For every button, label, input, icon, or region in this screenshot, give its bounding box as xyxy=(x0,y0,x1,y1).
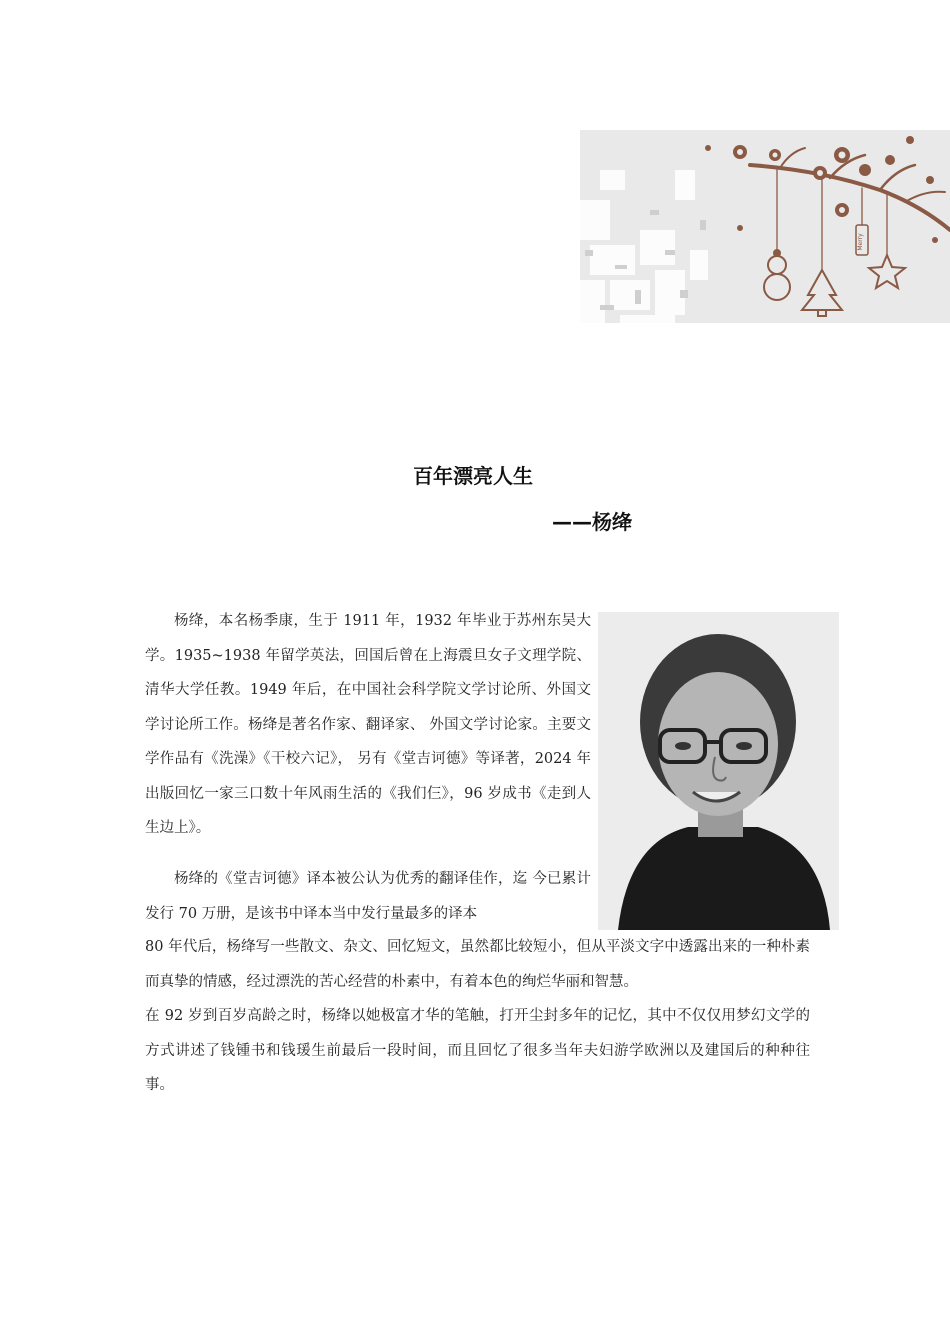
author-byline: ——杨绛 xyxy=(552,510,632,534)
christmas-banner-image xyxy=(580,130,950,323)
page-title: 百年漂亮人生 xyxy=(413,464,533,488)
portrait-photo xyxy=(598,612,839,930)
ornament-tag-text: Merry xyxy=(857,233,864,251)
body-paragraph-biography: 杨绛，本名杨季康，生于 1911 年，1932 年毕业于苏州东吴大学。1935~1938 年留学英法，回国后曾在上海震旦女子文理学院、清华大学任教。1949 年后，在中国社会科学院文学讨论所、外国文学讨论所工作。杨绛是著名作家、翻译家、 外国文学讨论家。主要文学作品有《洗澡》《干校六记》， 另有《堂吉诃德》等译著，2024 年出版回忆一家三口数十年风雨生活的《我们仨》，96 岁成书《走到人生边上》。 xyxy=(145,613,591,836)
body-paragraph-late-works: 在 92 岁到百岁高龄之时，杨绛以她极富才华的笔触，打开尘封多年的记忆，其中不仅仅用梦幻文学的方式讲述了钱锺书和钱瑗生前最后一段时间，而且回忆了很多当年夫妇游学欧洲以及建国后的种种往事。 xyxy=(145,1008,810,1093)
body-paragraph-essays: 80 年代后，杨绛写一些散文、杂文、回忆短文，虽然都比较短小，但从平淡文字中透露出来的一种朴素而真挚的情感，经过漂洗的苦心经营的朴素中，有着本色的绚烂华丽和智慧。 xyxy=(145,939,810,990)
christmas-branch-ornaments-icon xyxy=(580,130,950,323)
body-paragraph-translation: 杨绛的《堂吉诃德》译本被公认为优秀的翻译佳作，迄 今已累计发行 70 万册，是该书中译本当中发行量最多的译本 xyxy=(145,871,591,922)
portrait-photo-icon xyxy=(598,612,839,930)
